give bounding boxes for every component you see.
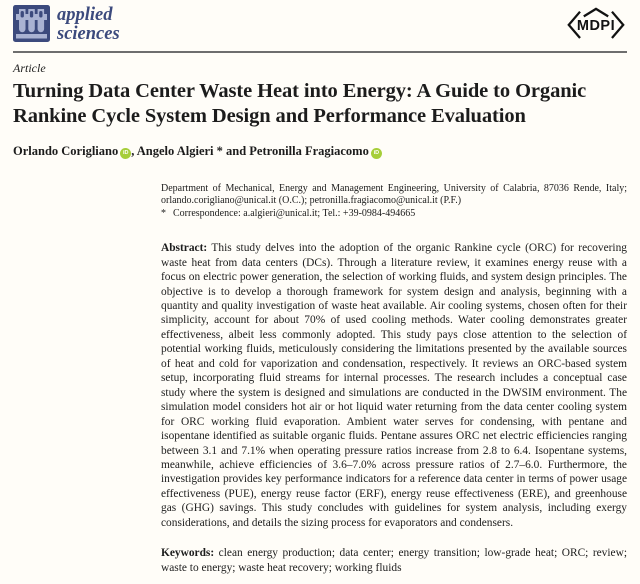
journal-brand [13, 5, 120, 43]
correspondence-line [161, 208, 627, 220]
keywords [161, 546, 627, 575]
abstract-text: This study delves into the adoption of the organic Rankine cycle (ORC) for recovering waste heat from data centers (DCs). Through a literature review, it examines energy reuse with a focus on electric power generation, the selection of working fluids, and system design principles. The objective is to develop a thorough framework for system design and analysis, beginning with a quantity and quality investigation of waste heat available. Air cooling systems, chosen often for their simplicity, account for about 70% of used cooling methods. Water cooling demonstrates greater effectiveness, albeit less commonly adopted. This study pays close attention to the selection of potential working fluids, meticulously considering the limitations presented by the available sources of heat and cold for vaporization and condensation, respectively. It reviews an ORC-based system setup, incorporating fluid streams for internal processes. The research includes a conceptual case study where the system is designed and simulations are conducted in the DWSIM environment. The simulation model considers hot air or hot liquid water returning from the data center cooling system for ORC working fluid evaporation. Ambient water serves for condensing, with pentane and isopentane identified as suitable organic fluids. Pentane assures ORC net electric efficiencies ranging between 3.1 and 7.1% when operating pressure ratios increase from 2.8 to 6.4. Isopentane systems, meanwhile, achieve efficiencies of 3.6–7.0% across pressure ratios of 2.7–6.0. Furthermore, the investigation provides key performance indicators for a reference data center in terms of power usage effectiveness (PUE), energy reuse factor (ERF), energy reuse effectiveness (ERE), and greenhouse gas (GHG) savings. This study concludes with guidelines for system analysis, including exergy considerations, and details the sizing process for evaporators and condensers. [161, 242, 627, 529]
correspondence-text: Correspondence: a.algieri@unical.it; Tel.: +39-0984-494665 [173, 207, 416, 219]
journal-name-line2: sciences [57, 23, 120, 44]
author-name: Angelo Algieri * [136, 144, 223, 158]
author-name: Orlando Corigliano [13, 144, 119, 158]
author-separator: and [222, 144, 250, 158]
orcid-icon[interactable]: iD [371, 148, 382, 159]
article-title: Turning Data Center Waste Heat into Energy: A Guide to Organic Rankine Cycle System Design and Performance Evaluation [13, 80, 587, 127]
journal-name-line1: applied [57, 5, 113, 25]
journal-header [13, 5, 627, 47]
author-name: Petronilla Fragiacomo [249, 144, 369, 158]
test-tubes-icon [13, 5, 50, 42]
keywords-label: Keywords: [161, 547, 215, 560]
mdpi-logo [565, 7, 627, 41]
abstract-label: Abstract: [161, 242, 208, 255]
front-matter-column [161, 183, 627, 575]
affiliation: Department of Mechanical, Energy and Management Engineering, University of Calabria, 87036 Rende, Italy; orlando.corigliano@unical.it (O.C.); petronilla.fragiacomo@unical.it (P.F.) [161, 183, 627, 207]
abstract [161, 241, 627, 530]
article-type-label: Article [13, 61, 46, 75]
author-separator: , [131, 144, 137, 158]
correspondence-marker: * [161, 207, 166, 219]
journal-name [57, 5, 120, 43]
orcid-icon[interactable]: iD [120, 148, 131, 159]
authors-line [13, 144, 627, 159]
keywords-text: clean energy production; data center; energy transition; low-grade heat; ORC; review; waste to energy; waste heat recovery; working fluids [161, 547, 627, 574]
header-divider [13, 51, 627, 53]
mdpi-logo-text: MDPI [576, 17, 616, 34]
